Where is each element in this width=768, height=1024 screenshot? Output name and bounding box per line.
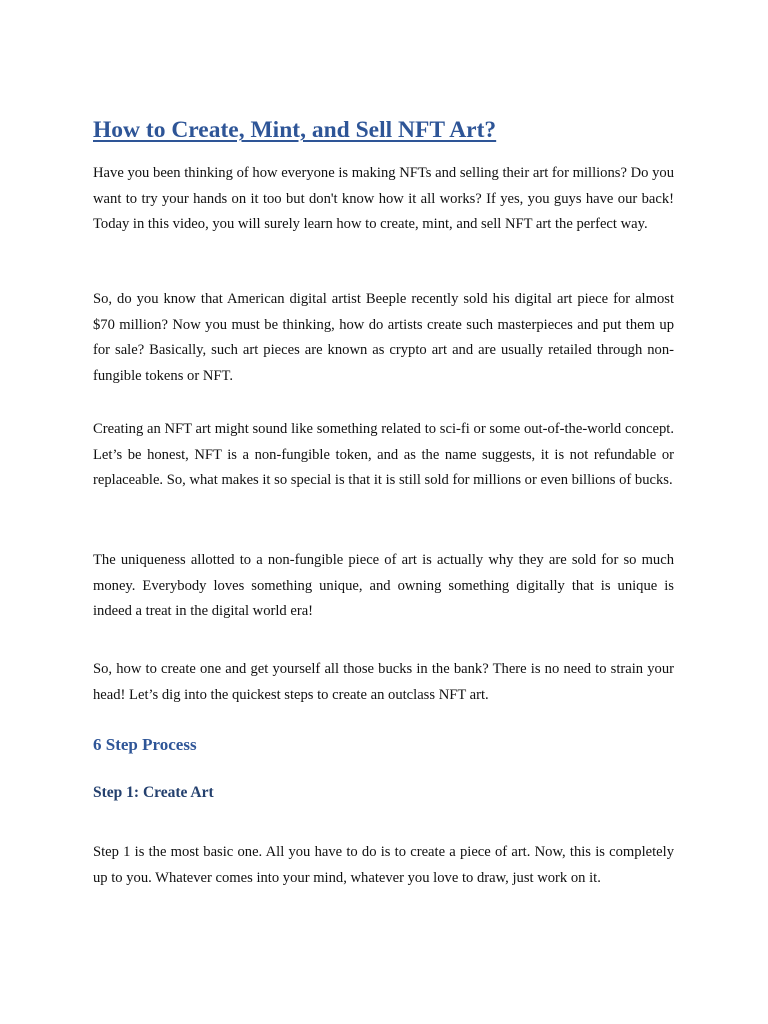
paragraph-intro: Have you been thinking of how everyone is making NFTs and selling their art for millions? Do you want to try your hands on it too but don't know how it all works? If yes, you guys have our back! Today in this video, you will surely learn how to create, mint, and sell NFT art the perfect way. — [93, 165, 674, 232]
paragraph-uniqueness: The uniqueness allotted to a non-fungible piece of art is actually why they are sold for so much money. Everybody loves something unique, and owning something digitally that is unique is indeed a treat in the digital world era! — [93, 552, 674, 619]
step-heading: Step 1: Create Art — [93, 784, 214, 801]
section-heading: 6 Step Process — [93, 735, 197, 754]
document-title: How to Create, Mint, and Sell NFT Art? — [93, 117, 497, 143]
paragraph-nft-concept: Creating an NFT art might sound like something related to sci-fi or some out-of-the-world concept. Let’s be honest, NFT is a non-fungible token, and as the name suggests, it is not refundable or replaceable. So, what makes it so special is that it is still sold for millions or even billions of bucks. — [93, 421, 674, 488]
paragraph-step-1: Step 1 is the most basic one. All you have to do is to create a piece of art. Now, this is completely up to you. Whatever comes into your mind, whatever you love to draw, just work on it. — [93, 844, 674, 886]
paragraph-how-to: So, how to create one and get yourself all those bucks in the bank? There is no need to strain your head! Let’s dig into the quickest steps to create an outclass NFT art. — [93, 661, 674, 703]
paragraph-beeple: So, do you know that American digital artist Beeple recently sold his digital art piece for almost $70 million? Now you must be thinking, how do artists create such masterpieces and put them up for sale? Basically, such art pieces are known as crypto art and are usually retailed through non-fungible tokens or NFT. — [93, 291, 674, 384]
